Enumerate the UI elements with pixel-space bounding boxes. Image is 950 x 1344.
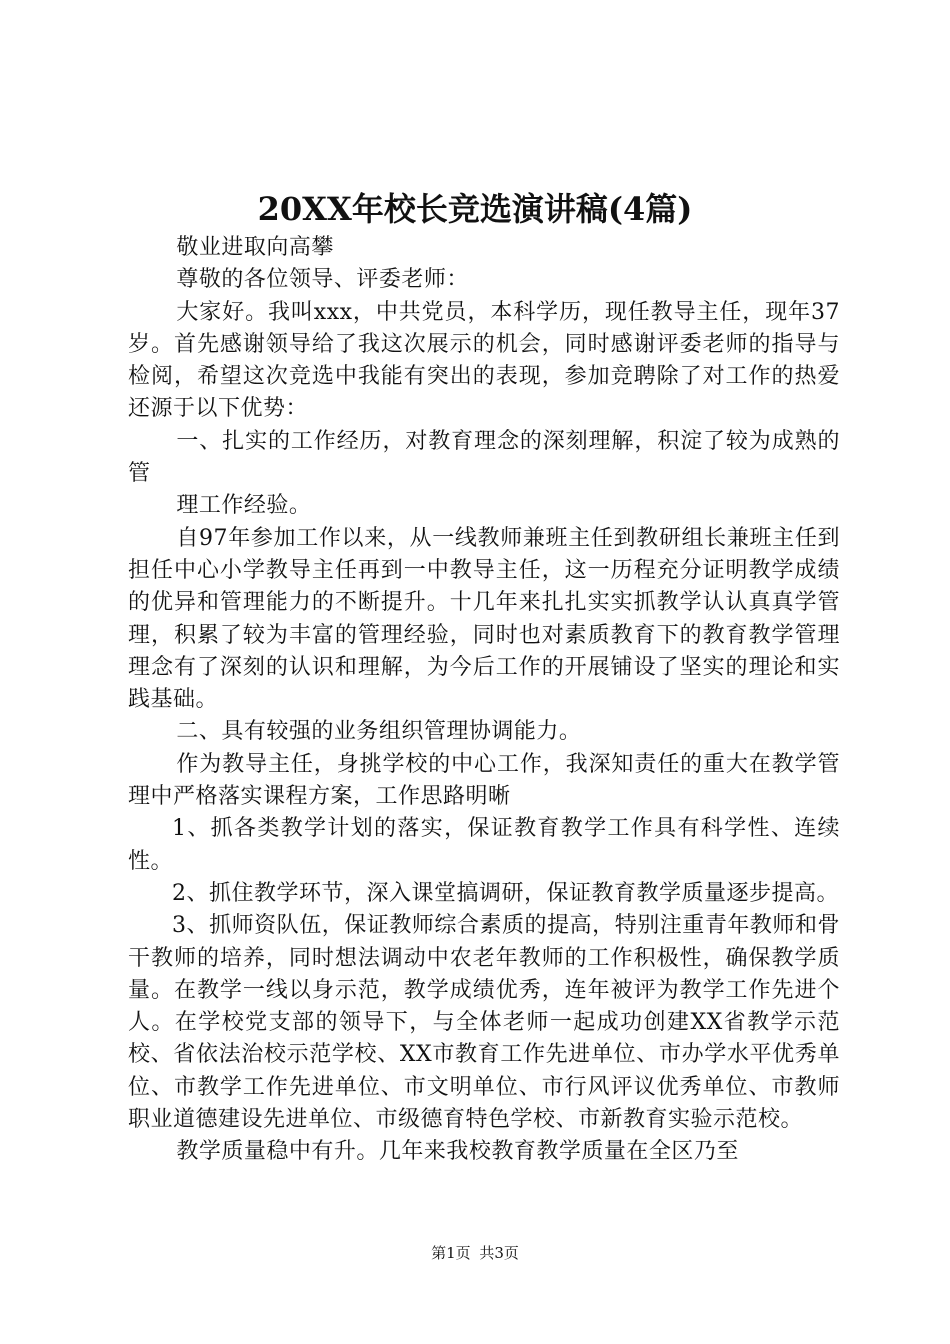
body-paragraph: 大家好。我叫xxx，中共党员，本科学历，现任教导主任，现年37岁。首先感谢领导给了我这次展示的机会，同时感谢评委老师的指导与检阅，希望这次竞选中我能有突出的表现，参加竞聘除了对工作的热爱还源于以下优势： bbox=[128, 299, 840, 422]
salutation-paragraph: 尊敬的各位领导、评委老师： bbox=[176, 267, 469, 293]
list-item: 2、抓住教学环节，深入课堂搞调研，保证教育教学质量逐步提高。 bbox=[172, 880, 839, 906]
subtitle-paragraph: 敬业进取向高攀 bbox=[176, 235, 334, 260]
page-footer bbox=[0, 1243, 950, 1263]
body-paragraph: 教学质量稳中有升。几年来我校教育教学质量在全区乃至 bbox=[176, 1139, 739, 1165]
list-item: 1、抓各类教学计划的落实，保证教育教学工作具有科学性、连续性。 bbox=[128, 816, 840, 874]
document-body bbox=[128, 232, 840, 1169]
page-number-total: 共3页 bbox=[479, 1244, 519, 1262]
body-paragraph: 理工作经验。 bbox=[176, 493, 312, 519]
body-paragraph: 自97年参加工作以来，从一线教师兼班主任到教研组长兼班主任到担任中心小学教导主任再到一中教导主任，这一历程充分证明教学成绩的优异和管理能力的不断提升。十几年来扎扎实实抓教学认认真真学管理，积累了较为丰富的管理经验，同时也对素质教育下的教育教学管理理念有了深刻的认识和理解，为今后工作的开展铺设了坚实的理论和实践基础。 bbox=[128, 525, 840, 713]
list-item: 3、抓师资队伍，保证教师综合素质的提高，特别注重青年教师和骨干教师的培养，同时想法调动中农老年教师的工作积极性，确保教学质量。在教学一线以身示范，教学成绩优秀，连年被评为教学工作先进个人。在学校党支部的领导下，与全体老师一起成功创建XX省教学示范校、省依法治校示范学校、XX市教育工作先进单位、市办学水平优秀单位、市教学工作先进单位、市文明单位、市行风评议优秀单位、市教师职业道德建设先进单位、市级德育特色学校、市新教育实验示范校。 bbox=[128, 913, 840, 1133]
page-number-current: 第1页 bbox=[431, 1244, 471, 1262]
section-heading-2: 二、具有较强的业务组织管理协调能力。 bbox=[176, 719, 582, 745]
document-title: 20XX年校长竞选演讲稿(4篇) bbox=[257, 190, 693, 228]
section-heading-1: 一、扎实的工作经历，对教育理念的深刻理解，积淀了较为成熟的管 bbox=[128, 428, 840, 487]
body-paragraph: 作为教导主任，身挑学校的中心工作，我深知责任的重大在教学管理中严格落实课程方案，工作思路明晰 bbox=[128, 751, 840, 810]
